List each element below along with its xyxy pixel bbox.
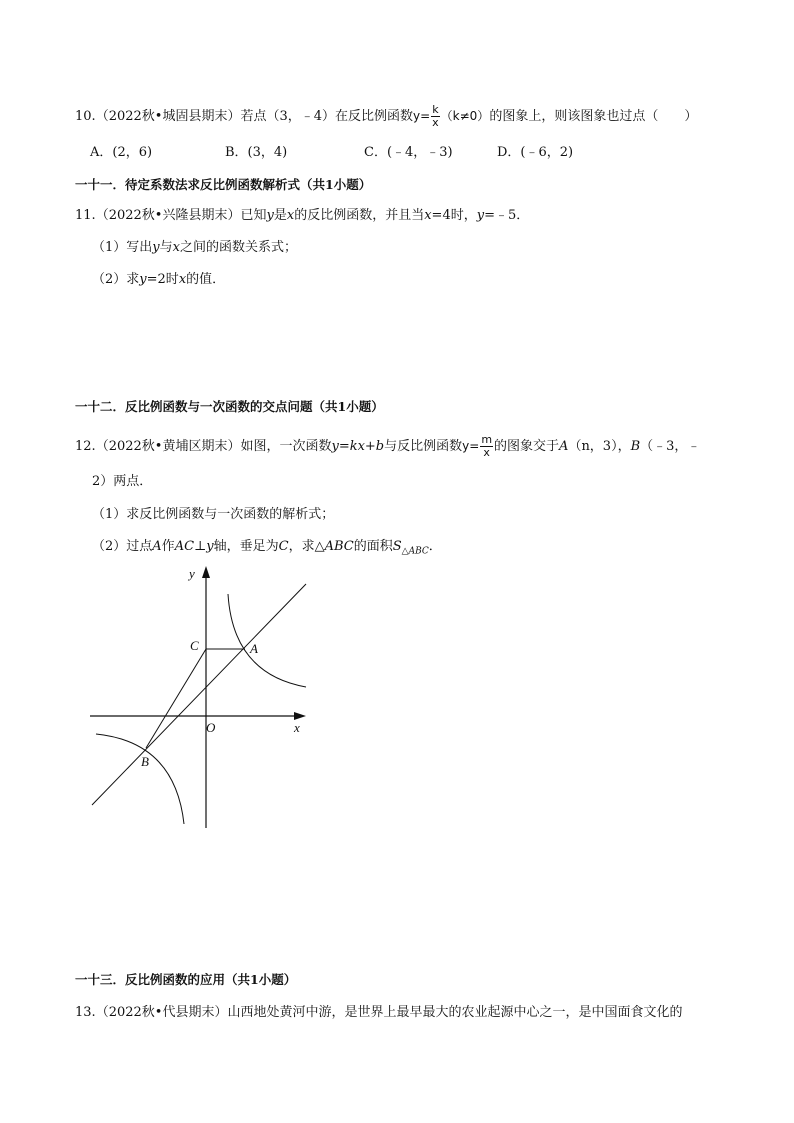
q10-option-a: A．(2，6) <box>90 145 153 160</box>
q12-stem-continued: 2）两点． <box>92 474 153 489</box>
hyperbola-branch-upper <box>228 594 306 687</box>
q13-number: 13. <box>75 1005 96 1020</box>
point-a-label: A <box>250 641 258 656</box>
y-axis-arrow <box>202 566 210 578</box>
segment-bc <box>146 649 206 748</box>
q10-option-b: B．(3，4) <box>225 145 288 160</box>
origin-label: O <box>206 720 216 735</box>
linear-function-line <box>92 584 306 805</box>
q10-option-d: D．(﹣6，2) <box>497 145 574 160</box>
q12-part-1: （1）求反比例函数与一次函数的解析式； <box>92 507 335 522</box>
q12-number: 12. <box>75 439 96 454</box>
q10-source: （2022秋•城固县期末） <box>95 109 241 124</box>
point-c-label: C <box>190 638 199 653</box>
q10-option-c: C．(﹣4，﹣3) <box>364 145 453 160</box>
section-12-title: 一十二．反比例函数与一次函数的交点问题（共1小题） <box>75 399 384 414</box>
section-13-title: 一十三．反比例函数的应用（共1小题） <box>75 972 297 987</box>
q12-part-2: （2）过点A作AC⊥y轴，垂足为C，求△ABC的面积$S_{\triangle ABC}$． <box>92 539 442 557</box>
q10-number: 10. <box>75 109 96 124</box>
y-axis-label: y <box>189 566 195 581</box>
section-11-title: 一十一．待定系数法求反比例函数解析式（共1小题） <box>75 177 372 192</box>
hyperbola-branch-lower <box>96 734 184 824</box>
point-b-label: B <box>141 754 149 769</box>
x-axis-arrow <box>294 712 306 720</box>
x-axis-label: x <box>294 720 300 735</box>
q10-stem: 10.（2022秋•城固县期末）若点（3，﹣4）在反比例函数y= $\frac{k}{x}$ （k≠0）的图象上，则该图象也过点（ ） <box>75 103 698 129</box>
q12-stem: 12.（2022秋•黄埔区期末）如图，一次函数y=kx+b与反比例函数y= $\frac{m}{x}$ 的图象交于A（n，3），B（﹣3，﹣ <box>75 433 701 459</box>
q12-source: （2022秋•黄埔区期末） <box>95 439 241 454</box>
q12-figure <box>88 562 318 832</box>
q11-part-1: （1）写出y与x之间的函数关系式； <box>92 240 298 255</box>
q10-fraction: $\frac{k}{x}$ <box>432 103 439 129</box>
q11-part-2: （2）求y=2时x的值． <box>92 272 226 287</box>
q12-fraction: $\frac{m}{x}$ <box>481 433 493 459</box>
q13-source: （2022秋•代县期末） <box>95 1005 228 1020</box>
q11-number: 11. <box>75 208 96 223</box>
q13-stem: 13.（2022秋•代县期末）山西地处黄河中游，是世界上最早最大的农业起源中心之一，是中国面食文化的 <box>75 1005 683 1020</box>
q11-stem: 11.（2022秋•兴隆县期末）已知y是x的反比例函数，并且当x=4时，y=﹣5． <box>75 208 530 223</box>
q11-source: （2022秋•兴隆县期末） <box>95 208 241 223</box>
